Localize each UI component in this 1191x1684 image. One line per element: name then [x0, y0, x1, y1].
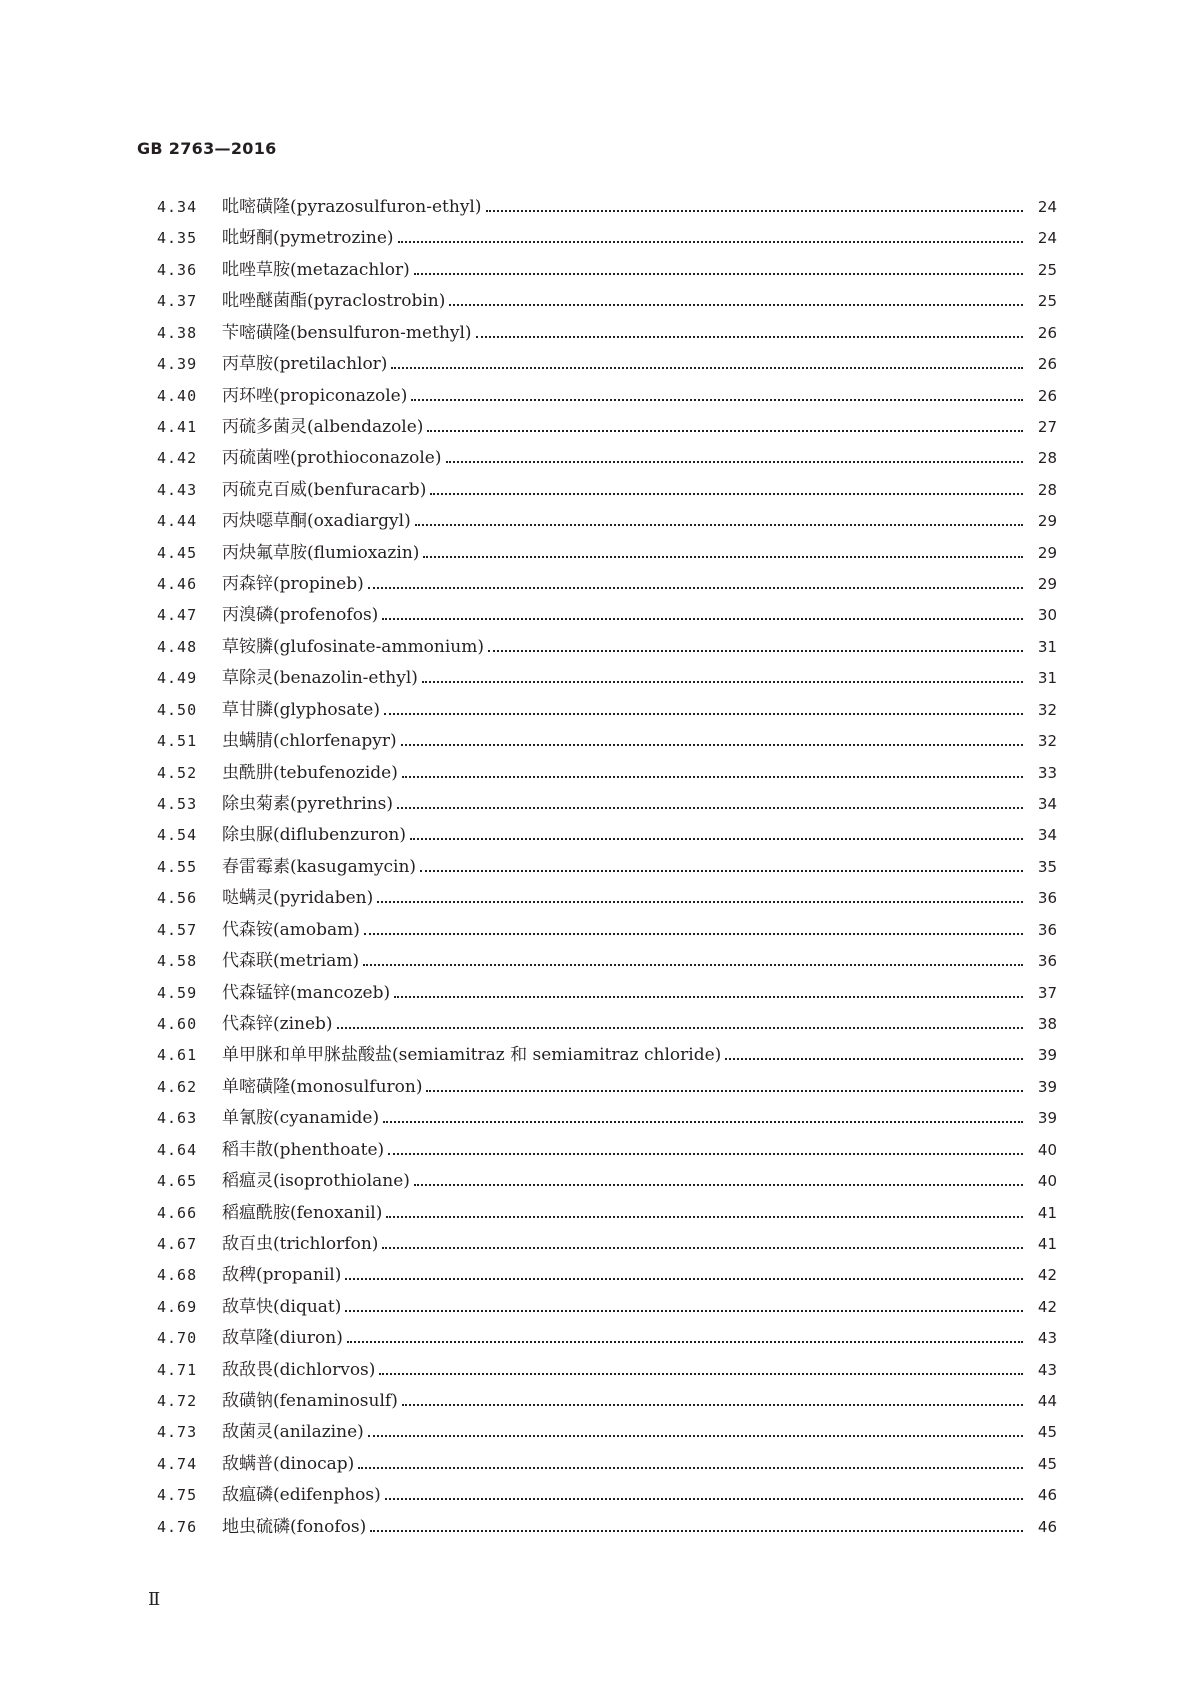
- dot-leader: [486, 210, 1024, 212]
- toc-entry-title: 敌百虫(trichlorfon): [222, 1233, 379, 1254]
- dot-leader: [420, 870, 1023, 872]
- toc-entry-title: 敌螨普(dinocap): [222, 1453, 355, 1474]
- toc-entry-page: 28: [1037, 449, 1057, 468]
- toc-entry-title: 稻丰散(phenthoate): [222, 1139, 385, 1160]
- toc-entry-title: 吡嘧磺隆(pyrazosulfuron-ethyl): [222, 197, 482, 217]
- dot-leader: [368, 1435, 1023, 1437]
- toc-entry-line: [222, 1139, 1057, 1161]
- toc-entry[interactable]: [0, 447, 1191, 478]
- toc-entry-title: 丙硫克百威(benfuracarb): [222, 479, 427, 500]
- toc-entry-title: 单甲脒和单甲脒盐酸盐(semiamitraz 和 semiamitraz chloride): [222, 1045, 722, 1066]
- toc-entry[interactable]: [0, 196, 1191, 227]
- toc-entry-page: 25: [1037, 292, 1057, 311]
- toc-entry-page: 29: [1037, 543, 1057, 562]
- dot-leader: [368, 587, 1023, 589]
- toc-entry-number: 4.58: [157, 952, 198, 971]
- dot-leader: [414, 273, 1023, 275]
- toc-entry[interactable]: [0, 573, 1191, 604]
- dot-leader: [476, 336, 1023, 338]
- toc-entry-title: 丙森锌(propineb): [222, 574, 364, 595]
- toc-entry-line: [222, 667, 1057, 689]
- toc-entry-title: 哒螨灵(pyridaben): [222, 888, 374, 909]
- toc-entry-line: [222, 196, 1057, 218]
- toc-entry-line: [222, 856, 1057, 878]
- toc-entry-title: 草除灵(benazolin-ethyl): [222, 668, 418, 689]
- toc-entry-page: 46: [1037, 1517, 1057, 1536]
- toc-entry-page: 31: [1037, 637, 1057, 656]
- toc-entry-number: 4.60: [157, 1014, 198, 1033]
- toc-entry-number: 4.55: [157, 857, 198, 876]
- toc-entry-line: [222, 542, 1057, 564]
- dot-leader: [446, 461, 1024, 463]
- toc-entry-line: [222, 385, 1057, 407]
- toc-entry-page: 31: [1037, 669, 1057, 688]
- toc-entry[interactable]: [0, 290, 1191, 321]
- toc-entry-number: 4.42: [157, 449, 198, 468]
- toc-entry-title: 吡唑醚菌酯(pyraclostrobin): [222, 291, 446, 312]
- toc-entry-title: 敌瘟磷(edifenphos): [222, 1485, 381, 1506]
- toc-entry-title: 除虫脲(diflubenzuron): [222, 825, 406, 846]
- toc-entry-page: 37: [1037, 983, 1057, 1002]
- toc-entry-line: [222, 636, 1057, 658]
- toc-entry-page: 26: [1037, 355, 1057, 374]
- toc-entry[interactable]: [0, 1327, 1191, 1358]
- toc-entry-page: 27: [1037, 417, 1057, 436]
- toc-entry-title: 敌敌畏(dichlorvos): [222, 1359, 376, 1380]
- toc-entry-number: 4.76: [157, 1517, 198, 1536]
- toc-entry[interactable]: [0, 259, 1191, 290]
- toc-entry-page: 34: [1037, 795, 1057, 814]
- dot-leader: [384, 713, 1023, 715]
- toc-entry[interactable]: [0, 1076, 1191, 1107]
- toc-entry-title: 敌稗(propanil): [222, 1265, 342, 1286]
- toc-entry-page: 40: [1037, 1172, 1057, 1191]
- toc-entry-number: 4.71: [157, 1360, 198, 1379]
- toc-entry-number: 4.65: [157, 1172, 198, 1191]
- toc-entry-title: 丙环唑(propiconazole): [222, 385, 408, 406]
- toc-entry-number: 4.70: [157, 1329, 198, 1348]
- toc-entry-number: 4.72: [157, 1392, 198, 1411]
- toc-entry-line: [222, 510, 1057, 532]
- toc-entry[interactable]: [0, 227, 1191, 258]
- toc-entry-number: 4.61: [157, 1046, 198, 1065]
- toc-entry[interactable]: [0, 856, 1191, 887]
- toc-entry-number: 4.38: [157, 323, 198, 342]
- toc-entry-line: [222, 1170, 1057, 1192]
- dot-leader: [402, 1404, 1023, 1406]
- toc-entry-number: 4.48: [157, 637, 198, 656]
- toc-entry-number: 4.43: [157, 480, 198, 499]
- toc-entry-number: 4.47: [157, 606, 198, 625]
- toc-entry-number: 4.74: [157, 1454, 198, 1473]
- toc-entry-line: [222, 573, 1057, 595]
- dot-leader: [397, 807, 1023, 809]
- toc-entry[interactable]: [0, 730, 1191, 761]
- toc-entry-number: 4.35: [157, 229, 198, 248]
- dot-leader: [410, 838, 1023, 840]
- dot-leader: [337, 1027, 1023, 1029]
- toc-entry-title: 代森锌(zineb): [222, 1013, 333, 1034]
- toc-entry-page: 44: [1037, 1392, 1057, 1411]
- toc-entry-number: 4.46: [157, 575, 198, 594]
- toc-entry-line: [222, 1264, 1057, 1286]
- toc-entry-title: 丙炔噁草酮(oxadiargyl): [222, 511, 411, 532]
- toc-entry-page: 36: [1037, 952, 1057, 971]
- dot-leader: [394, 996, 1023, 998]
- toc-entry-number: 4.51: [157, 732, 198, 751]
- toc-entry[interactable]: [0, 887, 1191, 918]
- dot-leader: [358, 1467, 1023, 1469]
- toc-entry-line: [222, 1076, 1057, 1098]
- toc-entry-line: [222, 950, 1057, 972]
- toc-entry[interactable]: [0, 1044, 1191, 1075]
- toc-entry-page: 25: [1037, 260, 1057, 279]
- toc-entry-line: [222, 416, 1057, 438]
- toc-entry-title: 代森铵(amobam): [222, 919, 360, 940]
- toc-entry[interactable]: [0, 1264, 1191, 1295]
- toc-entry[interactable]: [0, 793, 1191, 824]
- dot-leader: [345, 1278, 1023, 1280]
- toc-entry-title: 吡蚜酮(pymetrozine): [222, 228, 394, 249]
- toc-entry-page: 32: [1037, 732, 1057, 751]
- toc-entry-number: 4.66: [157, 1203, 198, 1222]
- toc-entry-page: 39: [1037, 1077, 1057, 1096]
- toc-entry-page: 42: [1037, 1297, 1057, 1316]
- toc-entry-page: 29: [1037, 575, 1057, 594]
- dot-leader: [347, 1341, 1023, 1343]
- dot-leader: [398, 241, 1023, 243]
- toc-entry[interactable]: [0, 1139, 1191, 1170]
- toc-entry-page: 46: [1037, 1486, 1057, 1505]
- dot-leader: [414, 1184, 1023, 1186]
- toc-entry[interactable]: [0, 1107, 1191, 1138]
- toc-entry-page: 42: [1037, 1266, 1057, 1285]
- toc-entry-title: 虫螨腈(chlorfenapyr): [222, 731, 397, 752]
- toc-entry-line: [222, 259, 1057, 281]
- toc-entry-line: [222, 1296, 1057, 1318]
- toc-entry-line: [222, 824, 1057, 846]
- toc-entry-page: 26: [1037, 323, 1057, 342]
- dot-leader: [383, 1121, 1023, 1123]
- toc-entry-page: 30: [1037, 606, 1057, 625]
- toc-entry-line: [222, 1516, 1057, 1538]
- toc-entry[interactable]: [0, 1421, 1191, 1452]
- toc-entry-number: 4.53: [157, 795, 198, 814]
- toc-entry-number: 4.56: [157, 889, 198, 908]
- toc-entry[interactable]: [0, 1013, 1191, 1044]
- dot-leader: [386, 1216, 1023, 1218]
- dot-leader: [379, 1373, 1023, 1375]
- page-folio: Ⅱ: [148, 1589, 161, 1610]
- toc-entry-page: 35: [1037, 857, 1057, 876]
- toc-entry-number: 4.63: [157, 1109, 198, 1128]
- toc-entry-line: [222, 479, 1057, 501]
- toc-entry-line: [222, 1233, 1057, 1255]
- toc-entry[interactable]: [0, 1516, 1191, 1547]
- dot-leader: [402, 776, 1023, 778]
- dot-leader: [382, 1247, 1023, 1249]
- toc-entry-line: [222, 762, 1057, 784]
- toc-entry-title: 丙硫菌唑(prothioconazole): [222, 448, 442, 469]
- toc-entry-page: 38: [1037, 1014, 1057, 1033]
- toc-entry-line: [222, 1484, 1057, 1506]
- toc-entry-line: [222, 887, 1057, 909]
- toc-entry-title: 草甘膦(glyphosate): [222, 699, 381, 720]
- toc-entry-number: 4.40: [157, 386, 198, 405]
- toc-entry-title: 虫酰肼(tebufenozide): [222, 762, 398, 783]
- toc-entry-page: 36: [1037, 889, 1057, 908]
- toc-entry-number: 4.36: [157, 260, 198, 279]
- toc-entry-title: 丙草胺(pretilachlor): [222, 354, 388, 375]
- dot-leader: [370, 1530, 1023, 1532]
- toc-entry-line: [222, 1202, 1057, 1224]
- toc-entry[interactable]: [0, 1296, 1191, 1327]
- toc-entry-title: 敌草快(diquat): [222, 1296, 342, 1317]
- toc-entry-page: 39: [1037, 1046, 1057, 1065]
- toc-entry-number: 4.44: [157, 512, 198, 531]
- toc-entry-page: 45: [1037, 1423, 1057, 1442]
- dot-leader: [377, 901, 1023, 903]
- toc-entry[interactable]: [0, 824, 1191, 855]
- dot-leader: [426, 1090, 1023, 1092]
- toc-entry[interactable]: [0, 1453, 1191, 1484]
- toc-entry-page: 26: [1037, 386, 1057, 405]
- dot-leader: [488, 650, 1023, 652]
- toc-entry-title: 丙硫多菌灵(albendazole): [222, 416, 424, 437]
- toc-entry-title: 敌菌灵(anilazine): [222, 1422, 364, 1443]
- toc-entry[interactable]: [0, 982, 1191, 1013]
- toc-entry-number: 4.37: [157, 292, 198, 311]
- toc-entry-line: [222, 699, 1057, 721]
- toc-entry[interactable]: [0, 667, 1191, 698]
- toc-entry-page: 32: [1037, 700, 1057, 719]
- toc-entry-title: 代森联(metriam): [222, 951, 360, 972]
- toc-entry-line: [222, 353, 1057, 375]
- toc-entry-title: 除虫菊素(pyrethrins): [222, 794, 393, 815]
- toc-entry-line: [222, 604, 1057, 626]
- toc-entry[interactable]: [0, 385, 1191, 416]
- toc-entry-line: [222, 447, 1057, 469]
- toc-entry[interactable]: [0, 353, 1191, 384]
- toc-entry-number: 4.50: [157, 700, 198, 719]
- toc-entry[interactable]: [0, 1359, 1191, 1390]
- toc-entry-page: 43: [1037, 1360, 1057, 1379]
- dot-leader: [411, 399, 1023, 401]
- toc-entry-page: 29: [1037, 512, 1057, 531]
- dot-leader: [422, 681, 1023, 683]
- table-of-contents: [0, 196, 1191, 1547]
- toc-entry[interactable]: [0, 1170, 1191, 1201]
- toc-entry-title: 吡唑草胺(metazachlor): [222, 259, 410, 280]
- toc-entry-number: 4.49: [157, 669, 198, 688]
- toc-entry-page: 24: [1037, 198, 1057, 216]
- toc-entry[interactable]: [0, 1390, 1191, 1421]
- toc-entry-number: 4.67: [157, 1234, 198, 1253]
- toc-entry-number: 4.69: [157, 1297, 198, 1316]
- toc-entry-number: 4.39: [157, 355, 198, 374]
- toc-entry-number: 4.75: [157, 1486, 198, 1505]
- toc-entry-page: 24: [1037, 229, 1057, 248]
- toc-entry-title: 单嘧磺隆(monosulfuron): [222, 1076, 423, 1097]
- toc-entry[interactable]: [0, 1233, 1191, 1264]
- toc-entry-number: 4.54: [157, 826, 198, 845]
- dot-leader: [415, 524, 1023, 526]
- toc-entry-number: 4.64: [157, 1140, 198, 1159]
- toc-entry-page: 41: [1037, 1234, 1057, 1253]
- toc-entry-title: 敌磺钠(fenaminosulf): [222, 1391, 398, 1412]
- toc-entry-line: [222, 1421, 1057, 1443]
- dot-leader: [725, 1058, 1023, 1060]
- dot-leader: [449, 304, 1023, 306]
- toc-entry[interactable]: [0, 322, 1191, 353]
- toc-entry-line: [222, 982, 1057, 1004]
- toc-entry-page: 43: [1037, 1329, 1057, 1348]
- toc-entry[interactable]: [0, 604, 1191, 635]
- toc-entry-number: 4.57: [157, 920, 198, 939]
- dot-leader: [430, 493, 1023, 495]
- toc-entry[interactable]: [0, 1202, 1191, 1233]
- toc-entry-page: 39: [1037, 1109, 1057, 1128]
- toc-entry-title: 苄嘧磺隆(bensulfuron-methyl): [222, 322, 472, 343]
- toc-entry-title: 草铵膦(glufosinate-ammonium): [222, 636, 485, 657]
- toc-entry-line: [222, 1327, 1057, 1349]
- toc-entry-title: 稻瘟酰胺(fenoxanil): [222, 1202, 383, 1223]
- toc-entry[interactable]: [0, 762, 1191, 793]
- dot-leader: [388, 1153, 1023, 1155]
- toc-entry-line: [222, 1453, 1057, 1475]
- toc-entry-number: 4.59: [157, 983, 198, 1002]
- toc-entry-number: 4.34: [157, 198, 198, 216]
- toc-entry-line: [222, 1107, 1057, 1129]
- toc-entry-number: 4.52: [157, 763, 198, 782]
- dot-leader: [382, 618, 1023, 620]
- dot-leader: [423, 556, 1023, 558]
- toc-entry-title: 地虫硫磷(fonofos): [222, 1516, 367, 1537]
- toc-entry-page: 45: [1037, 1454, 1057, 1473]
- toc-entry-number: 4.41: [157, 417, 198, 436]
- toc-entry-page: 36: [1037, 920, 1057, 939]
- toc-entry-line: [222, 919, 1057, 941]
- dot-leader: [427, 430, 1023, 432]
- toc-entry-line: [222, 1013, 1057, 1035]
- toc-entry[interactable]: [0, 699, 1191, 730]
- toc-entry[interactable]: [0, 479, 1191, 510]
- toc-entry-page: 28: [1037, 480, 1057, 499]
- standard-code: GB 2763—2016: [137, 139, 277, 158]
- toc-entry-page: 41: [1037, 1203, 1057, 1222]
- toc-entry-line: [222, 1390, 1057, 1412]
- toc-entry[interactable]: [0, 636, 1191, 667]
- toc-entry-page: 34: [1037, 826, 1057, 845]
- toc-entry-number: 4.73: [157, 1423, 198, 1442]
- dot-leader: [391, 367, 1023, 369]
- toc-entry-title: 丙炔氟草胺(flumioxazin): [222, 542, 420, 563]
- dot-leader: [385, 1498, 1023, 1500]
- toc-entry[interactable]: [0, 1484, 1191, 1515]
- toc-entry-number: 4.45: [157, 543, 198, 562]
- dot-leader: [345, 1310, 1023, 1312]
- toc-entry[interactable]: [0, 510, 1191, 541]
- dot-leader: [401, 744, 1023, 746]
- toc-entry-title: 单氰胺(cyanamide): [222, 1108, 380, 1129]
- toc-entry-line: [222, 1359, 1057, 1381]
- toc-entry-line: [222, 322, 1057, 344]
- toc-entry[interactable]: [0, 919, 1191, 950]
- toc-entry-line: [222, 793, 1057, 815]
- toc-entry-page: 33: [1037, 763, 1057, 782]
- toc-entry-line: [222, 227, 1057, 249]
- toc-entry-title: 稻瘟灵(isoprothiolane): [222, 1171, 410, 1192]
- toc-entry[interactable]: [0, 542, 1191, 573]
- dot-leader: [363, 964, 1023, 966]
- toc-entry-title: 代森锰锌(mancozeb): [222, 982, 391, 1003]
- toc-entry-title: 敌草隆(diuron): [222, 1328, 343, 1349]
- toc-entry-title: 丙溴磷(profenofos): [222, 605, 379, 626]
- toc-entry-line: [222, 1044, 1057, 1066]
- dot-leader: [364, 933, 1023, 935]
- toc-entry-line: [222, 730, 1057, 752]
- toc-entry-page: 40: [1037, 1140, 1057, 1159]
- toc-entry[interactable]: [0, 950, 1191, 981]
- toc-entry-title: 春雷霉素(kasugamycin): [222, 856, 417, 877]
- toc-entry-number: 4.62: [157, 1077, 198, 1096]
- toc-entry-line: [222, 290, 1057, 312]
- toc-entry[interactable]: [0, 416, 1191, 447]
- toc-entry-number: 4.68: [157, 1266, 198, 1285]
